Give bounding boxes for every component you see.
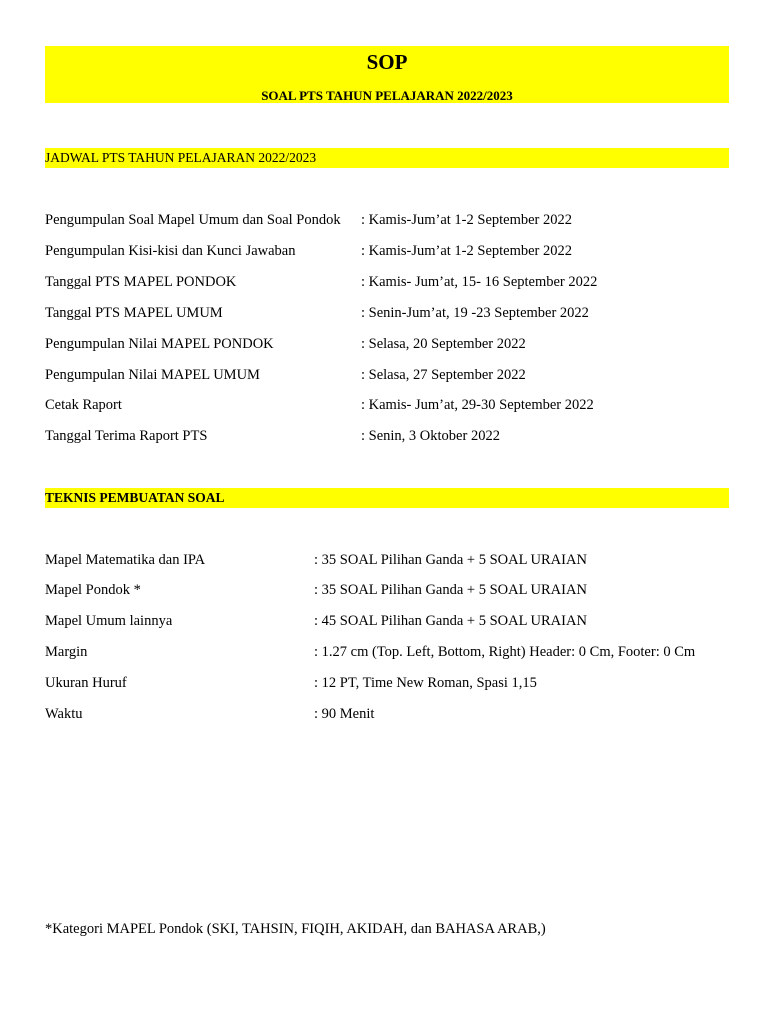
schedule-row-label: Pengumpulan Nilai MAPEL UMUM [45,367,260,383]
schedule-row [45,210,729,230]
schedule-row [45,426,729,446]
schedule-row [45,395,729,415]
technique-row [45,673,729,693]
technique-row-label: Margin [45,644,88,660]
technique-row [45,550,729,570]
schedule-row-value: : Senin-Jum’at, 19 -23 September 2022 [361,305,589,321]
document-subtitle: SOAL PTS TAHUN PELAJARAN 2022/2023 [261,88,513,103]
schedule-row-value: : Kamis-Jum’at 1-2 September 2022 [361,243,573,259]
technique-row-value: : 1.27 cm (Top. Left, Bottom, Right) Header: 0 Cm, Footer: 0 Cm [314,644,696,660]
schedule-row-value: : Selasa, 27 September 2022 [361,367,526,383]
schedule-row-label: Tanggal PTS MAPEL UMUM [45,305,223,321]
document-title: SOP [366,50,408,74]
technique-row-label: Ukuran Huruf [45,675,127,691]
schedule-row-value: : Senin, 3 Oktober 2022 [361,428,500,444]
technique-row-label: Waktu [45,706,83,722]
schedule-row-label: Pengumpulan Soal Mapel Umum dan Soal Pondok [45,212,341,228]
title-block [45,46,729,103]
technique-row-value: : 12 PT, Time New Roman, Spasi 1,15 [314,675,537,691]
technique-heading: TEKNIS PEMBUATAN SOAL [45,488,729,508]
technique-row-label: Mapel Umum lainnya [45,613,173,629]
schedule-heading: JADWAL PTS TAHUN PELAJARAN 2022/2023 [45,148,729,168]
footnote: *Kategori MAPEL Pondok (SKI, TAHSIN, FIQIH, AKIDAH, dan BAHASA ARAB,) [45,921,546,937]
technique-row-label: Mapel Matematika dan IPA [45,552,206,568]
schedule-row-value: : Selasa, 20 September 2022 [361,336,526,352]
technique-row [45,580,729,600]
technique-row [45,611,729,631]
technique-row-value: : 90 Menit [314,706,375,722]
technique-row-label: Mapel Pondok * [45,582,141,598]
schedule-row [45,241,729,261]
schedule-row-label: Tanggal PTS MAPEL PONDOK [45,274,237,290]
technique-row [45,642,729,662]
schedule-row [45,272,729,292]
technique-row-value: : 35 SOAL Pilihan Ganda + 5 SOAL URAIAN [314,582,587,598]
schedule-row [45,365,729,385]
schedule-row [45,303,729,323]
schedule-row-label: Pengumpulan Nilai MAPEL PONDOK [45,336,274,352]
schedule-row-label: Cetak Raport [45,397,122,413]
schedule-row-value: : Kamis- Jum’at, 15- 16 September 2022 [361,274,598,290]
schedule-row-label: Pengumpulan Kisi-kisi dan Kunci Jawaban [45,243,296,259]
technique-row [45,704,729,724]
schedule-row-value: : Kamis-Jum’at 1-2 September 2022 [361,212,573,228]
technique-row-value: : 35 SOAL Pilihan Ganda + 5 SOAL URAIAN [314,552,587,568]
technique-row-value: : 45 SOAL Pilihan Ganda + 5 SOAL URAIAN [314,613,587,629]
schedule-row-label: Tanggal Terima Raport PTS [45,428,208,444]
schedule-row-value: : Kamis- Jum’at, 29-30 September 2022 [361,397,594,413]
schedule-row [45,334,729,354]
